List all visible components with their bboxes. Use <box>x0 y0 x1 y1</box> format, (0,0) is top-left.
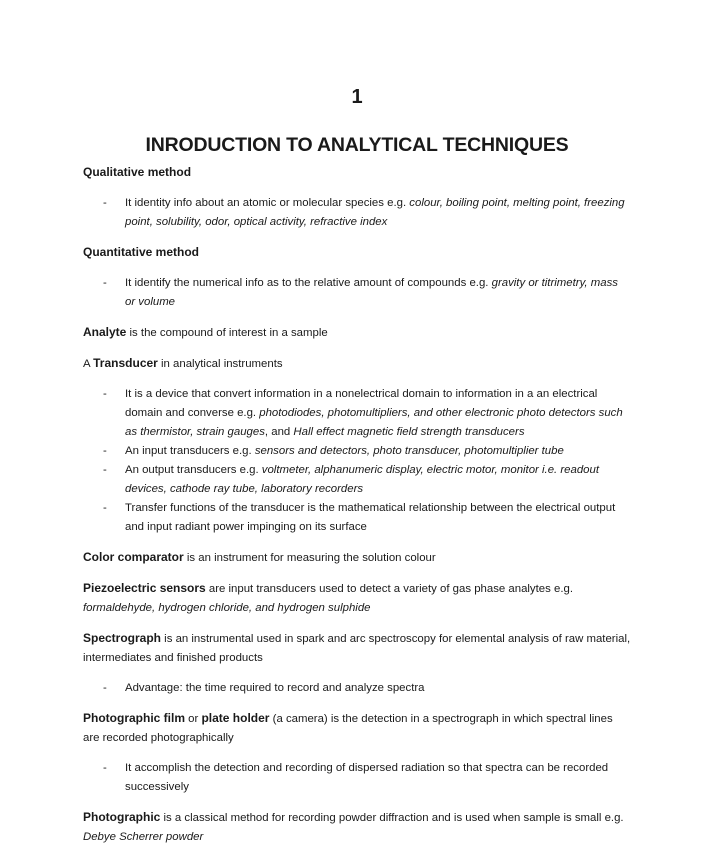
transducer-list <box>83 385 631 537</box>
list-item: - An input transducers e.g. sensors and detectors, photo transducer, photomultiplier tube <box>83 442 631 461</box>
bullet-dash: - <box>103 445 107 457</box>
bullet-dash: - <box>103 277 107 289</box>
page-title: INRODUCTION TO ANALYTICAL TECHNIQUES <box>145 134 569 156</box>
qualitative-list <box>83 194 631 232</box>
analyte-definition: Analyte is the compound of interest in a sample <box>83 325 328 339</box>
bullet-dash: - <box>103 464 107 476</box>
bullet-dash: - <box>103 197 107 209</box>
spectrograph-list <box>83 679 631 698</box>
chapter-number: 1 <box>351 86 363 108</box>
list-item: - Advantage: the time required to record and analyze spectra <box>83 679 631 698</box>
list-item: - It accomplish the detection and recording of dispersed radiation so that spectra can be recorded successively <box>83 759 631 797</box>
transducer-intro: A Transducer in analytical instruments <box>83 356 283 370</box>
list-item: - It is a device that convert information in a nonelectrical domain to information in a an electrical domain and converse e.g. photodiodes, photomultipliers, and other electronic photo detectors such as thermistor, strain gauges, and Hall effect magnetic field strength transducers <box>83 385 631 442</box>
piezoelectric-definition: Piezoelectric sensors are input transducers used to detect a variety of gas phase analytes e.g. formaldehyde, hydrogen chloride, and hydrogen sulphide <box>83 581 573 614</box>
quantitative-heading: Quantitative method <box>83 245 200 259</box>
qualitative-heading: Qualitative method <box>83 165 192 179</box>
bullet-dash: - <box>103 502 107 514</box>
bullet-dash: - <box>103 388 107 400</box>
list-item: - An output transducers e.g. voltmeter, alphanumeric display, electric motor, monitor i.e. readout devices, cathode ray tube, laboratory recorders <box>83 461 631 499</box>
color-comparator-definition: Color comparator is an instrument for measuring the solution colour <box>83 550 436 564</box>
list-item: - It identity info about an atomic or molecular species e.g. colour, boiling point, melting point, freezing point, solubility, odor, optical activity, refractive index <box>83 194 631 232</box>
photographic-definition: Photographic is a classical method for recording powder diffraction and is used when sample is small e.g. Debye Scherrer powder <box>83 810 624 843</box>
photographic-film-definition: Photographic film or plate holder (a camera) is the detection in a spectrograph in which spectral lines are recorded photographically <box>83 711 613 744</box>
spectrograph-definition: Spectrograph is an instrumental used in spark and arc spectroscopy for elemental analysis of raw material, intermediates and finished products <box>83 631 631 664</box>
bullet-dash: - <box>103 762 107 774</box>
photographic-film-list <box>83 759 631 797</box>
list-item: - It identify the numerical info as to the relative amount of compounds e.g. gravity or titrimetry, mass or volume <box>83 274 631 312</box>
document-body <box>83 163 631 847</box>
list-item: - Transfer functions of the transducer is the mathematical relationship between the electrical output and input radiant power impinging on its surface <box>83 499 631 537</box>
quantitative-list <box>83 274 631 312</box>
bullet-dash: - <box>103 682 107 694</box>
